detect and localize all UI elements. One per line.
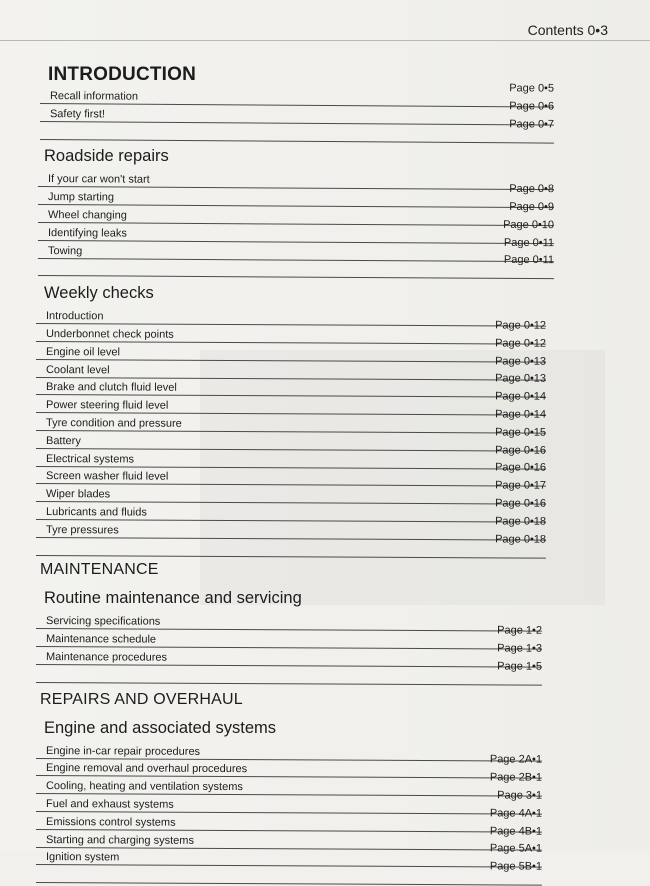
- toc-entry-label: Recall information: [49, 89, 139, 103]
- repairs-entries: [36, 741, 556, 883]
- toc-entry-page: Page 0•16: [495, 443, 547, 457]
- toc-entry-label: Underbonnet check points: [45, 327, 174, 341]
- toc-entry-page: Page 2A•1: [489, 753, 543, 766]
- toc-entry[interactable]: [36, 807, 543, 832]
- toc-entry-label: Coolant level: [45, 363, 110, 376]
- toc-entry-page: Page 0•5: [509, 82, 555, 95]
- roadside-entries: [36, 169, 556, 276]
- toc-entry-page: Page 0•8: [509, 183, 555, 196]
- toc-entry-label: Ignition system: [45, 851, 120, 864]
- toc-entry-page: Page 0•16: [495, 461, 547, 475]
- toc-entry-label: Jump starting: [47, 191, 115, 204]
- toc-entry-page: Page 1•2: [497, 624, 543, 637]
- section-weekly-title: Weekly checks: [44, 284, 154, 303]
- toc-entry-page: Page 0•10: [503, 218, 555, 231]
- toc-entry-page: Page 3•1: [497, 789, 543, 802]
- toc-entry[interactable]: [36, 532, 547, 558]
- toc-entry-label: Wiper blades: [45, 487, 111, 501]
- toc-entry-page: Page 0•14: [495, 408, 547, 421]
- toc-entry-page: Page 1•5: [497, 660, 543, 673]
- toc-entry-label: Servicing specifications: [45, 615, 161, 628]
- toc-entry-page: Page 0•11: [503, 254, 555, 267]
- toc-entry[interactable]: [36, 426, 547, 451]
- toc-entry[interactable]: [36, 515, 547, 540]
- section-maintenance-title: MAINTENANCE: [40, 561, 159, 579]
- toc-entry-page: Page 0•12: [495, 337, 547, 350]
- toc-entry[interactable]: [36, 408, 547, 433]
- toc-entry-page: Page 5B•1: [489, 860, 543, 873]
- toc-entry[interactable]: [38, 254, 555, 279]
- running-head: Contents 0•3: [527, 22, 608, 38]
- toc-entry-label: If your car won't start: [47, 173, 150, 186]
- toc-entry-label: Wheel changing: [47, 208, 127, 222]
- toc-entry-label: Introduction: [45, 310, 104, 323]
- toc-entry-label: Engine removal and overhaul procedures: [45, 762, 248, 776]
- toc-entry-label: Power steering fluid level: [45, 399, 169, 412]
- toc-entry-page: Page 0•9: [509, 200, 555, 214]
- toc-entry-label: Lubricants and fluids: [45, 505, 147, 519]
- toc-entry-label: Safety first!: [49, 107, 106, 121]
- toc-entry-label: Maintenance procedures: [45, 650, 168, 664]
- section-roadside-title: Roadside repairs: [44, 147, 169, 166]
- maintenance-entries: [36, 611, 556, 682]
- toc-entry-page: Page 0•16: [495, 497, 547, 510]
- toc-entry-label: Fuel and exhaust systems: [45, 797, 174, 811]
- header-rule: [0, 40, 650, 41]
- section-introduction-title: INTRODUCTION: [48, 64, 197, 85]
- toc-entry-page: Page 0•15: [495, 426, 547, 439]
- toc-entry-page: Page 0•18: [495, 532, 547, 546]
- toc-entry-page: Page 0•7: [509, 117, 555, 131]
- toc-entry-page: Page 0•11: [503, 236, 555, 249]
- toc-entry-label: Identifying leaks: [47, 226, 127, 240]
- toc-entry-label: Maintenance schedule: [45, 632, 157, 646]
- toc-entry-page: Page 0•13: [495, 354, 547, 368]
- toc-entry-label: Cooling, heating and ventilation systems: [45, 779, 243, 793]
- toc-entry[interactable]: [36, 497, 547, 522]
- table-of-contents: [36, 64, 556, 885]
- toc-entry-page: Page 0•18: [495, 515, 547, 528]
- toc-entry[interactable]: [36, 319, 547, 344]
- weekly-entries: [36, 306, 556, 555]
- toc-entry-page: Page 2B•1: [489, 771, 543, 784]
- toc-entry[interactable]: [36, 337, 547, 362]
- section-engine-title: Engine and associated systems: [44, 718, 277, 737]
- toc-entry-page: Page 5A•1: [489, 842, 543, 855]
- toc-entry-label: Tyre condition and pressure: [45, 416, 182, 430]
- toc-entry[interactable]: [36, 860, 543, 885]
- toc-entry-page: Page 0•6: [509, 100, 555, 113]
- toc-entry-page: Page 0•14: [495, 390, 547, 403]
- toc-entry-page: Page 4B•1: [489, 824, 543, 838]
- toc-entry-page: Page 4A•1: [489, 807, 543, 820]
- toc-entry-page: Page 1•3: [497, 642, 543, 655]
- introduction-entries: [36, 82, 556, 139]
- toc-entry-label: Engine oil level: [45, 345, 121, 359]
- toc-entry-label: Brake and clutch fluid level: [45, 381, 177, 394]
- toc-entry-page: Page 0•13: [495, 372, 547, 386]
- toc-entry[interactable]: [36, 789, 543, 814]
- toc-entry-label: Screen washer fluid level: [45, 470, 169, 483]
- section-routine-title: Routine maintenance and servicing: [44, 589, 302, 608]
- section-repairs-title: REPAIRS AND OVERHAUL: [40, 690, 243, 708]
- toc-entry-label: Tyre pressures: [45, 523, 119, 536]
- toc-entry-label: Emissions control systems: [45, 815, 176, 829]
- toc-entry-label: Towing: [47, 244, 83, 257]
- toc-entry[interactable]: [40, 117, 555, 143]
- toc-entry-page: Page 0•12: [495, 319, 547, 332]
- toc-entry-label: Battery: [45, 434, 81, 447]
- toc-entry-label: Engine in-car repair procedures: [45, 744, 201, 758]
- toc-entry-page: Page 0•17: [495, 479, 547, 492]
- toc-entry[interactable]: [36, 660, 543, 685]
- toc-entry-label: Electrical systems: [45, 452, 135, 465]
- toc-entry[interactable]: [36, 642, 543, 667]
- toc-entry-label: Starting and charging systems: [45, 833, 194, 847]
